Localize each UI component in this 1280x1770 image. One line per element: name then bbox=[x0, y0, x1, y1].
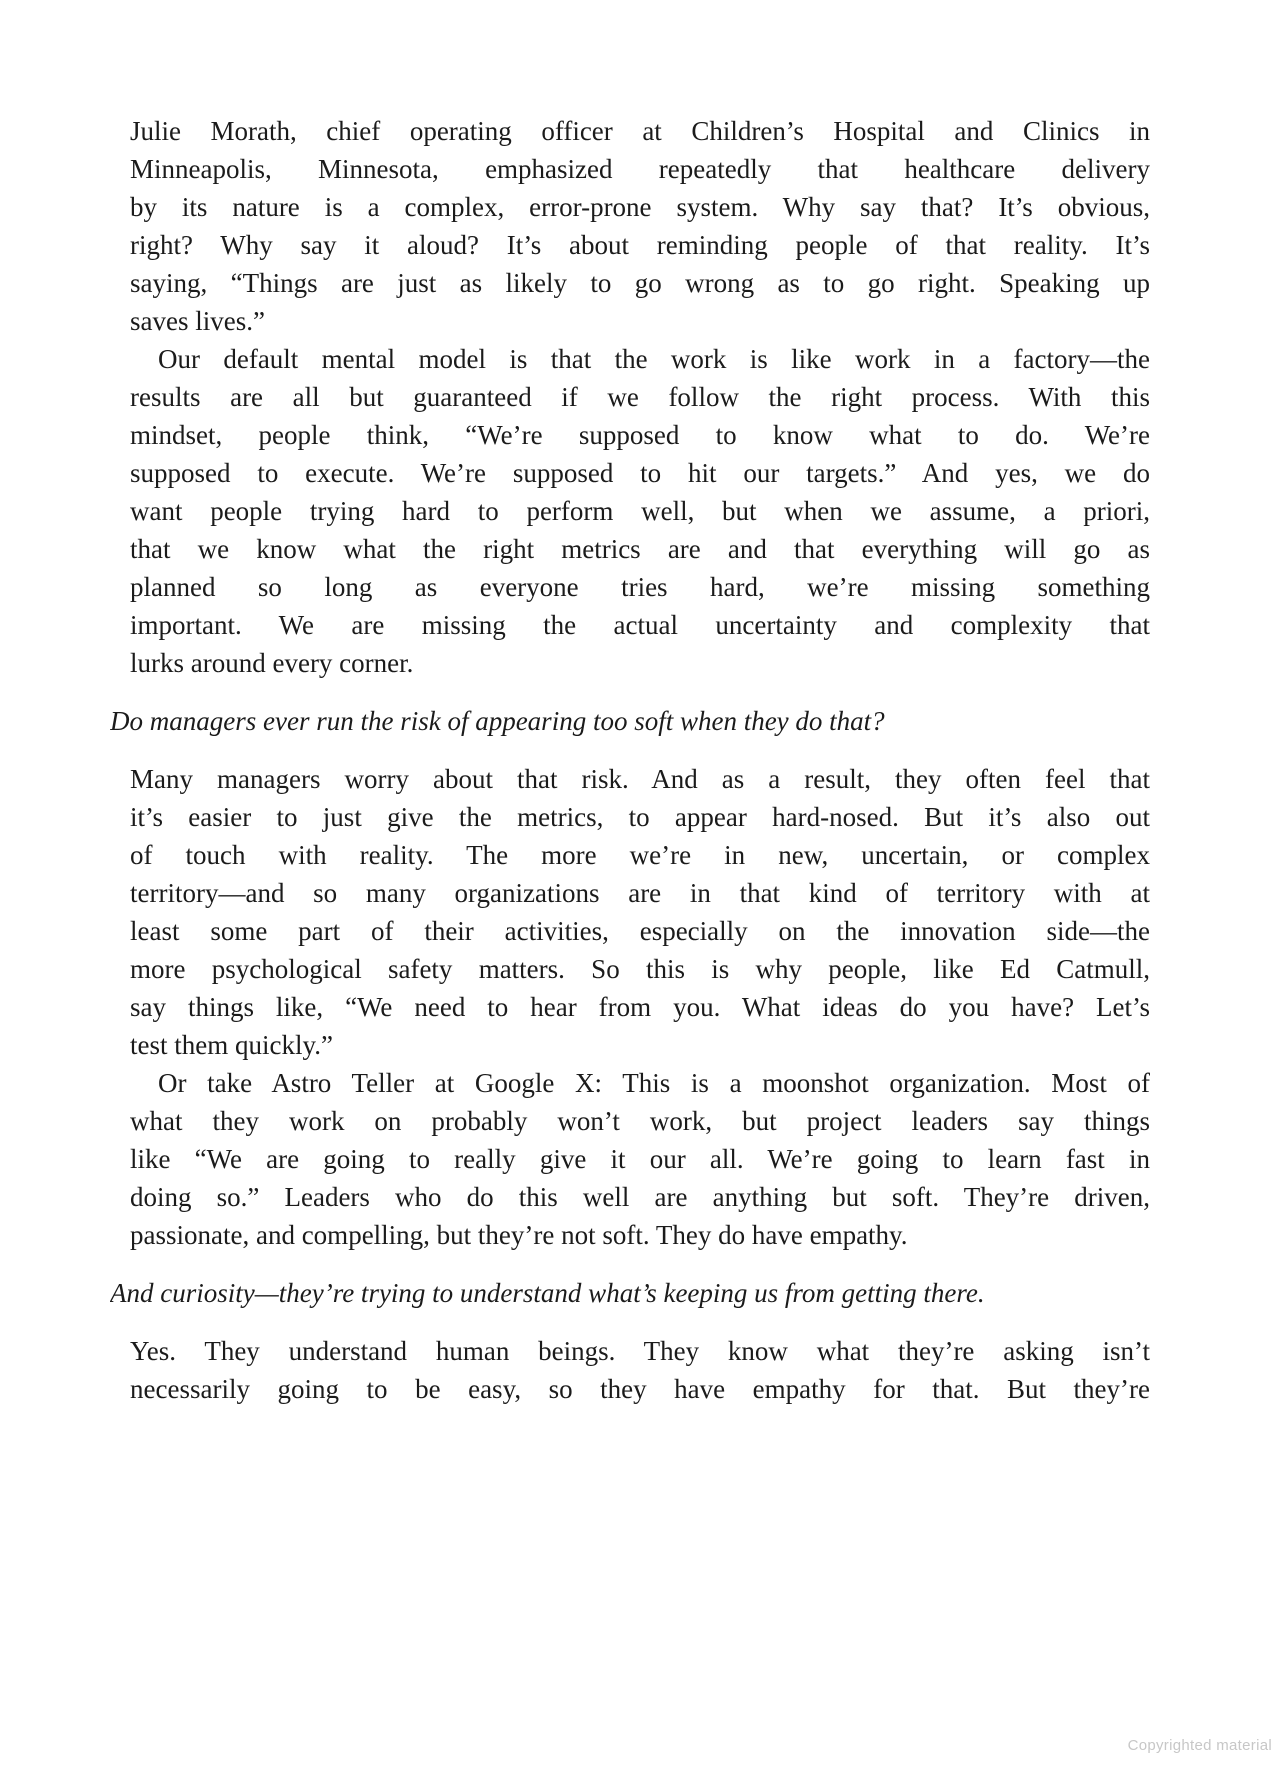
interview-question bbox=[110, 1273, 1150, 1313]
text-line: test them quickly.” bbox=[130, 1030, 333, 1060]
text-line: of touch with reality. The more we’re in new, uncertain, or complex bbox=[130, 840, 1150, 870]
text-line: what they work on probably won’t work, but project leaders say things bbox=[130, 1106, 1150, 1136]
text-line: necessarily going to be easy, so they have empathy for that. But they’re bbox=[130, 1374, 1150, 1404]
text-line: supposed to execute. We’re supposed to hit our targets.” And yes, we do bbox=[130, 458, 1150, 488]
body-paragraph bbox=[130, 1064, 1150, 1254]
text-line: results are all but guaranteed if we follow the right process. With this bbox=[130, 382, 1150, 412]
text-line: say things like, “We need to hear from you. What ideas do you have? Let’s bbox=[130, 992, 1150, 1022]
text-line: Minneapolis, Minnesota, emphasized repeatedly that healthcare delivery bbox=[130, 154, 1150, 184]
text-line: Or take Astro Teller at Google X: This is a moonshot organization. Most of bbox=[158, 1068, 1150, 1098]
text-line: Yes. They understand human beings. They know what they’re asking isn’t bbox=[130, 1336, 1150, 1366]
text-line: by its nature is a complex, error-prone system. Why say that? It’s obvious, bbox=[130, 192, 1150, 222]
text-line: planned so long as everyone tries hard, we’re missing something bbox=[130, 572, 1150, 602]
text-line: it’s easier to just give the metrics, to appear hard-nosed. But it’s also out bbox=[130, 802, 1150, 832]
text-line: saves lives.” bbox=[130, 306, 265, 336]
body-paragraph bbox=[130, 760, 1150, 1064]
text-line: Julie Morath, chief operating officer at Children’s Hospital and Clinics in bbox=[130, 116, 1150, 146]
copyright-watermark: Copyrighted material bbox=[1127, 1737, 1272, 1754]
question-line: Do managers ever run the risk of appearing too soft when they do that? bbox=[110, 706, 885, 736]
text-line: more psychological safety matters. So this is why people, like Ed Catmull, bbox=[130, 954, 1150, 984]
text-line: Many managers worry about that risk. And as a result, they often feel that bbox=[130, 764, 1150, 794]
text-line: lurks around every corner. bbox=[130, 648, 414, 678]
text-line: right? Why say it aloud? It’s about reminding people of that reality. It’s bbox=[130, 230, 1150, 260]
text-line: saying, “Things are just as likely to go wrong as to go right. Speaking up bbox=[130, 268, 1150, 298]
body-paragraph bbox=[130, 1332, 1150, 1408]
page-text-block bbox=[110, 112, 1150, 1408]
text-line: territory—and so many organizations are in that kind of territory with at bbox=[130, 878, 1150, 908]
body-paragraph bbox=[130, 112, 1150, 340]
text-line: want people trying hard to perform well, but when we assume, a priori, bbox=[130, 496, 1150, 526]
body-paragraph bbox=[130, 340, 1150, 682]
text-line: like “We are going to really give it our all. We’re going to learn fast in bbox=[130, 1144, 1150, 1174]
text-line: that we know what the right metrics are and that everything will go as bbox=[130, 534, 1150, 564]
text-line: important. We are missing the actual uncertainty and complexity that bbox=[130, 610, 1150, 640]
text-line: Our default mental model is that the work is like work in a factory—the bbox=[158, 344, 1150, 374]
text-line: doing so.” Leaders who do this well are anything but soft. They’re driven, bbox=[130, 1182, 1150, 1212]
text-line: least some part of their activities, especially on the innovation side—the bbox=[130, 916, 1150, 946]
interview-question bbox=[110, 701, 1150, 741]
question-line: And curiosity—they’re trying to understand what’s keeping us from getting there. bbox=[110, 1278, 985, 1308]
text-line: passionate, and compelling, but they’re not soft. They do have empathy. bbox=[130, 1220, 908, 1250]
text-line: mindset, people think, “We’re supposed to know what to do. We’re bbox=[130, 420, 1150, 450]
